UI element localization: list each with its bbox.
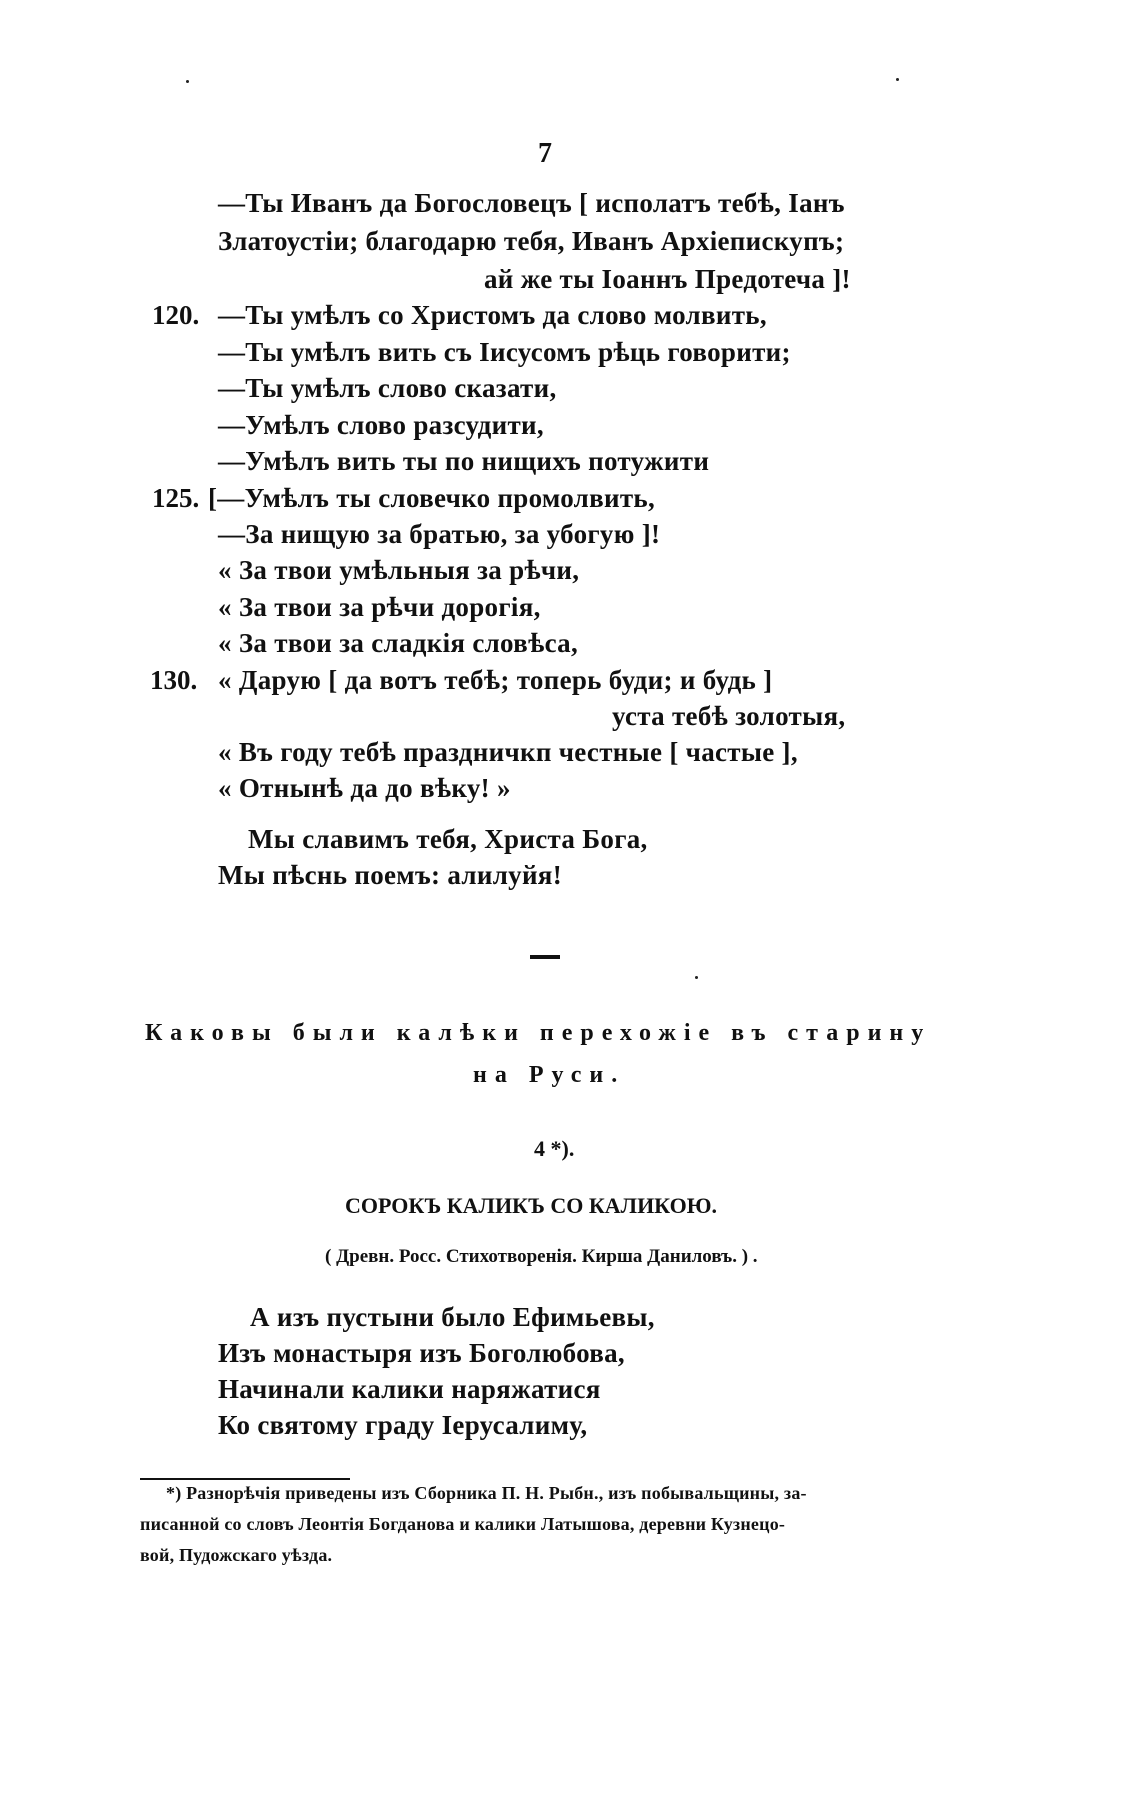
poem-line: « За твои за сладкія словѣса, — [218, 628, 579, 658]
poem-line: —Ты умѣлъ слово сказати, — [218, 373, 557, 403]
footnote-rule — [140, 1478, 350, 1480]
poem2-line: А изъ пустыни было Ефимьевы, — [250, 1302, 655, 1332]
print-speck — [896, 78, 899, 81]
print-speck — [695, 976, 698, 979]
section-number: 4 *). — [534, 1136, 575, 1161]
section-heading-continuation: на Руси. — [473, 1062, 626, 1088]
refrain-line: Мы славимъ тебя, Христа Бога, — [248, 824, 648, 854]
poem2-line: Начинали калики наряжатися — [218, 1374, 601, 1404]
poem-source: ( Древн. Росс. Стихотворенія. Кирша Даниловъ. ) . — [325, 1246, 758, 1267]
poem-line: « Въ году тебѣ праздничкп честные [ частые ], — [218, 737, 798, 767]
line-number: 120. — [152, 300, 200, 330]
poem-line: Златоустіи; благодарю тебя, Иванъ Архіепискупъ; — [218, 226, 845, 256]
poem-line: « За твои умѣльныя за рѣчи, — [218, 555, 580, 585]
poem-line: —За нищую за братью, за убогую ]! — [218, 519, 661, 549]
poem-line: « Дарую [ да вотъ тебѣ; топерь буди; и будь ] — [218, 665, 773, 695]
poem-line: —Умѣлъ вить ты по нищихъ потужити — [218, 446, 710, 476]
line-number: 130. — [150, 665, 198, 695]
footnote-line: *) Разнорѣчія приведены изъ Сборника П. Н. Рыбн., изъ побывальщины, за- — [166, 1483, 807, 1503]
poem-line: —Ты умѣлъ со Христомъ да слово молвить, — [218, 300, 767, 330]
poem-line: « За твои за рѣчи дорогія, — [218, 592, 541, 622]
poem2-line: Ко святому граду Іерусалиму, — [218, 1410, 588, 1440]
poem-title: СОРОКЪ КАЛИКЪ СО КАЛИКОЮ. — [345, 1193, 717, 1218]
refrain-line: Мы пѣснь поемъ: алилуйя! — [218, 860, 563, 890]
poem-line: уста тебѣ золотыя, — [612, 701, 846, 731]
footnote-line: вой, Пудожскаго уѣзда. — [140, 1545, 333, 1565]
poem-line: « Отнынѣ да до вѣку! » — [218, 773, 511, 803]
poem-line: [—Умѣлъ ты словечко промолвить, — [208, 483, 656, 513]
poem-line: —Ты Иванъ да Богословецъ [ исполатъ тебѣ, Іанъ — [218, 188, 845, 218]
poem2-line: Изъ монастыря изъ Боголюбова, — [218, 1338, 625, 1368]
poem-line: —Ты умѣлъ вить съ Іисусомъ рѣць говорити; — [218, 337, 791, 367]
page-number: 7 — [538, 138, 552, 169]
section-divider — [530, 955, 560, 959]
poem-line: —Умѣлъ слово разсудити, — [218, 410, 544, 440]
print-speck — [186, 80, 189, 83]
poem-line: ай же ты Іоаннъ Предотеча ]! — [484, 264, 851, 294]
line-number: 125. — [152, 483, 200, 513]
footnote-line: писанной со словъ Леонтія Богданова и калики Латышова, деревни Кузнецо- — [140, 1514, 786, 1534]
section-heading: Каковы были калѣки перехожіе въ старину — [145, 1020, 932, 1046]
